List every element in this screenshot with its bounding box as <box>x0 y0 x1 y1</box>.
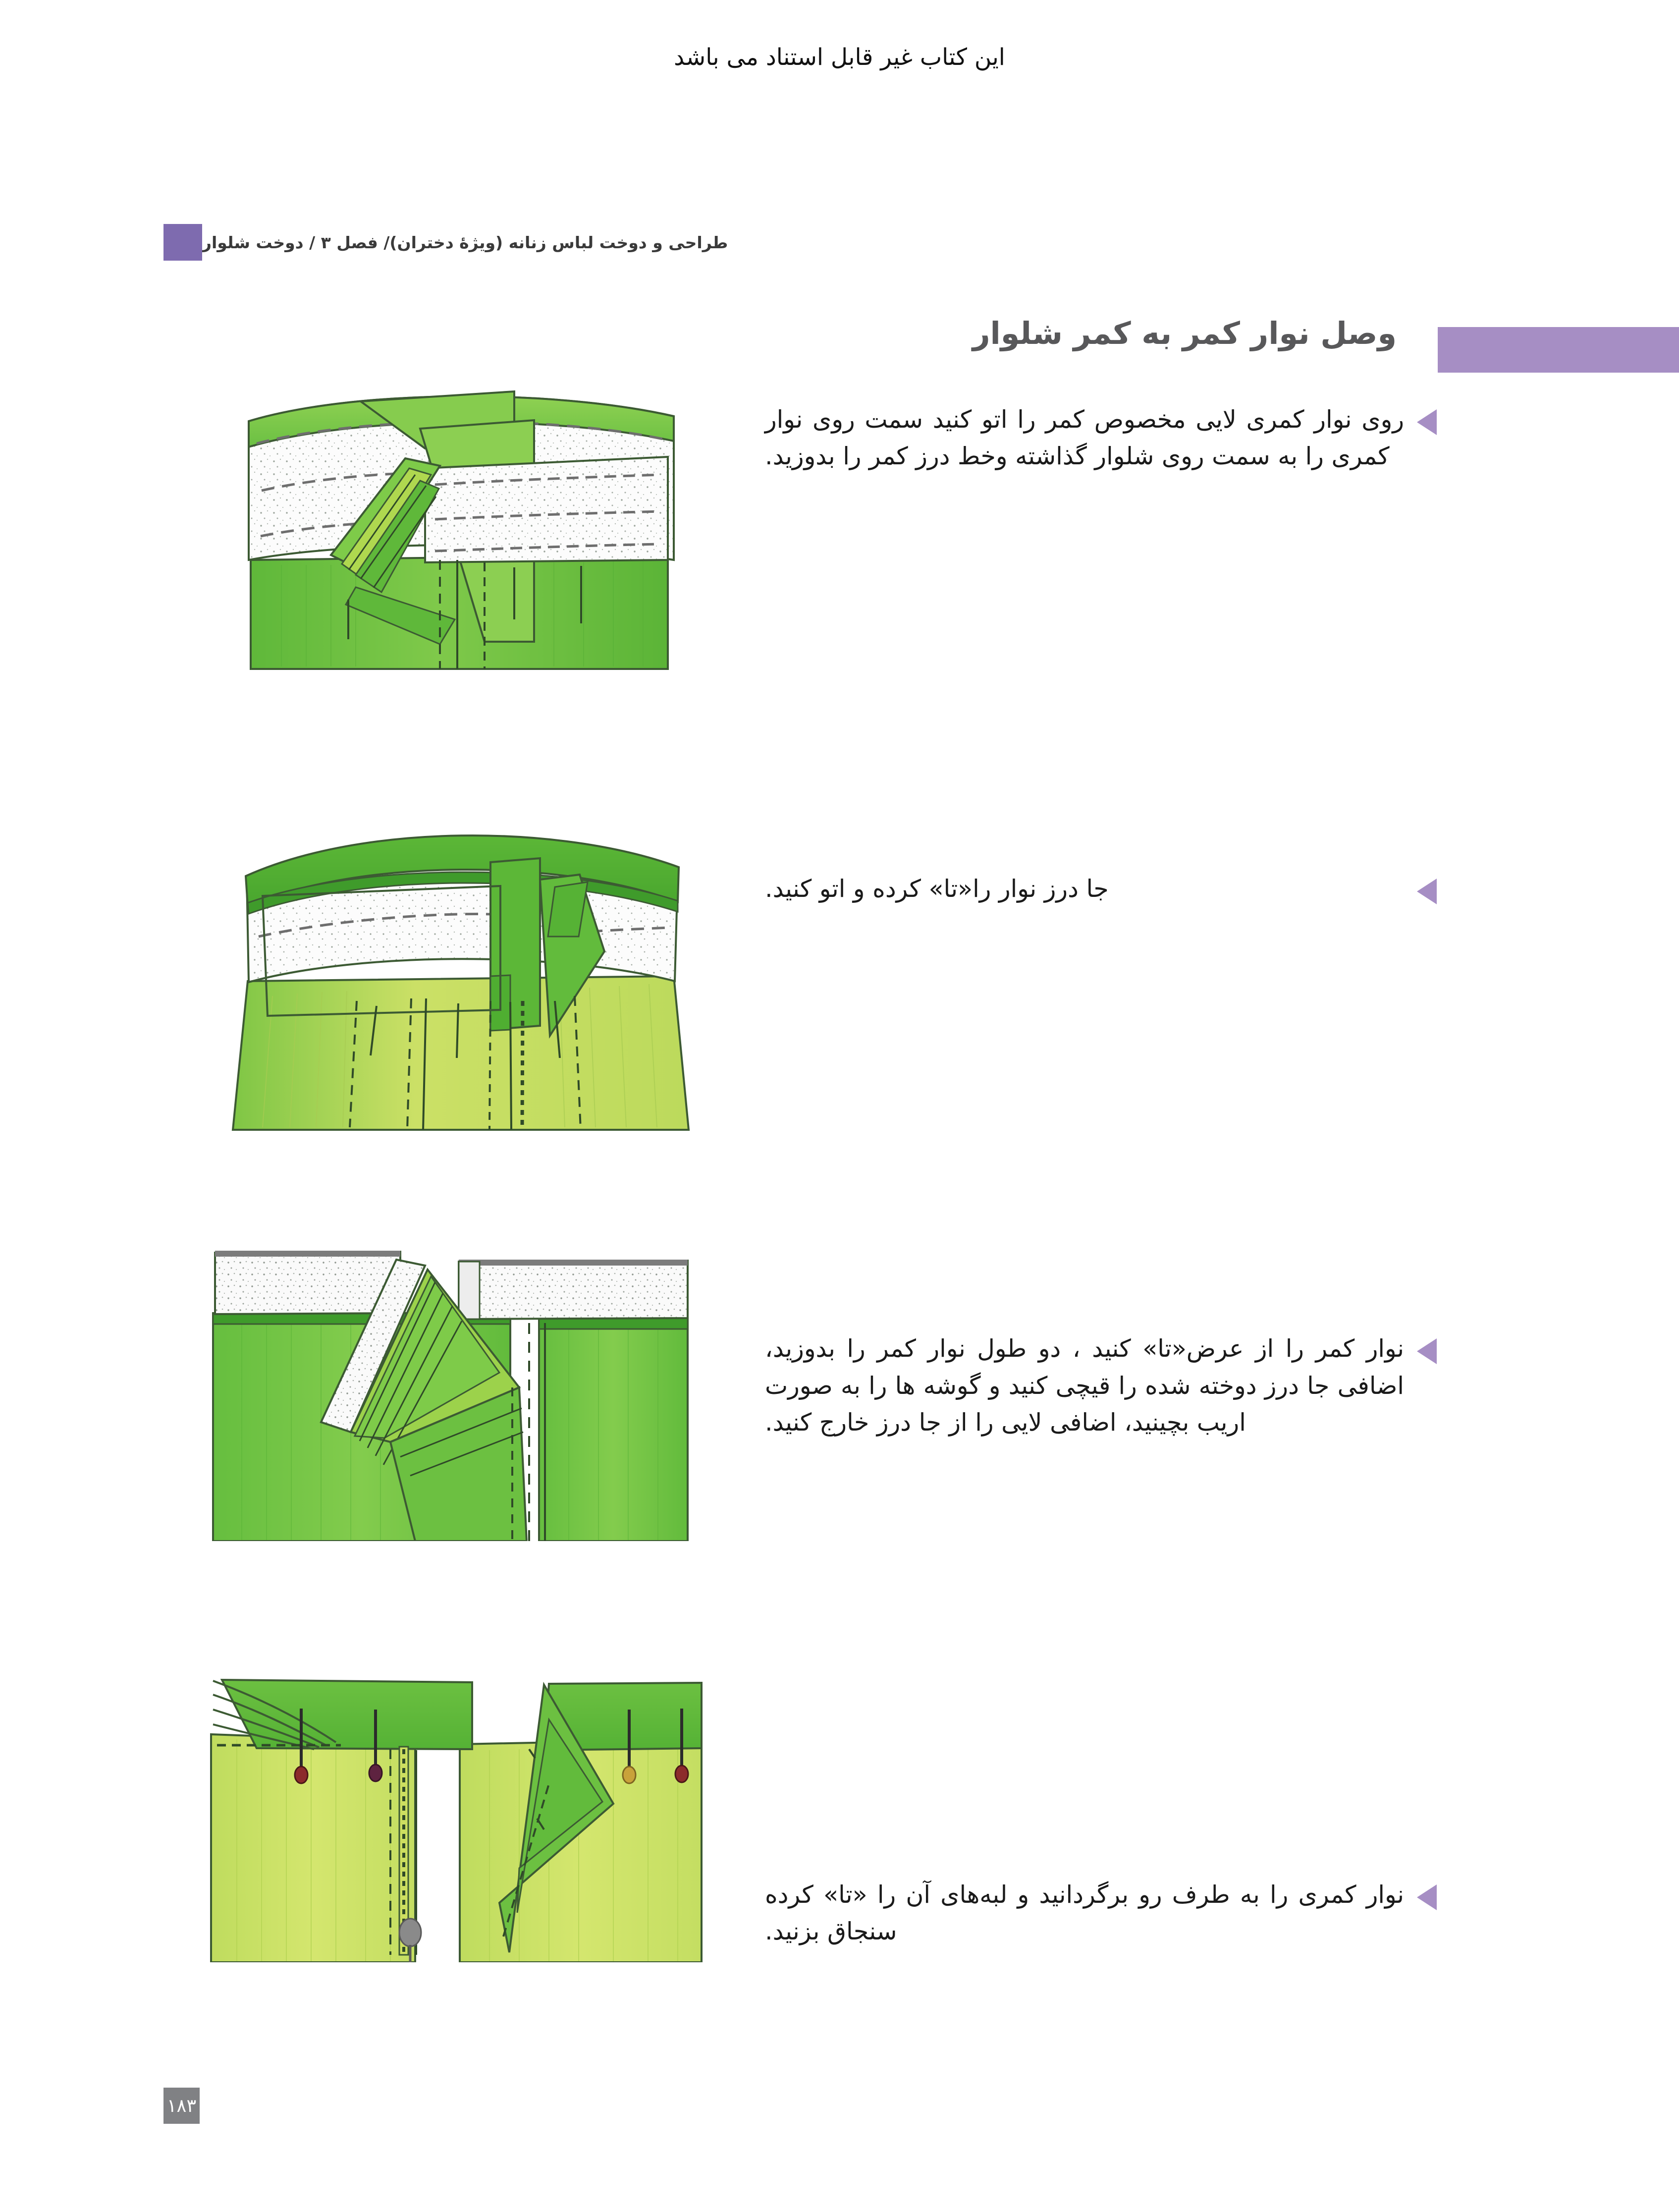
section-accent-bar <box>1438 327 1679 373</box>
triangle-bullet-icon <box>1417 1884 1437 1910</box>
step-4-text: نوار کمری را به طرف رو برگردانید و لبه‌های آن را «تا» کرده سنجاق بزنید. <box>765 1880 1404 1946</box>
running-head-marker-square <box>163 224 202 261</box>
figure-step-4 <box>202 1635 703 1962</box>
running-head-label: طراحی و دوخت لباس زنانه (ویژهٔ دختران)/ فصل ۳ / دوخت شلوار <box>202 232 728 252</box>
triangle-bullet-icon <box>1417 879 1437 904</box>
disclaimer-text: این کتاب غیر قابل استناد می باشد <box>674 44 1005 71</box>
triangle-bullet-icon <box>1417 1338 1437 1364</box>
figure-step-2 <box>213 788 708 1135</box>
step-3-text: نوار کمر را از عرض«تا» کنید ، دو طول نوار کمر را بدوزید، اضافی جا درز دوخته شده را قیچی کنید و گوشه ها را به صورت اریب بچینید، اضافی لایی را از جا درز خارج کنید. <box>765 1334 1404 1437</box>
step-1-paragraph <box>765 401 1404 475</box>
step-4-paragraph <box>765 1877 1404 1950</box>
page-title: وصل نوار کمر به کمر شلوار <box>972 315 1397 351</box>
triangle-bullet-icon <box>1417 409 1437 435</box>
step-3-paragraph <box>765 1330 1404 1441</box>
step-1-text: روی نوار کمری لایی مخصوص کمر را اتو کنید سمت روی نوار کمری را به سمت روی شلوار گذاشته وخط درز کمر را بدوزید. <box>765 405 1404 471</box>
figure-step-3 <box>202 1224 698 1541</box>
page-number-badge <box>163 2088 200 2124</box>
running-head <box>163 224 742 261</box>
page-number-label: ۱۸۳ <box>166 2095 197 2116</box>
figure-step-1 <box>207 342 703 689</box>
step-2-paragraph <box>765 871 1404 907</box>
step-2-text: جا درز نوار را«تا» کرده و اتو کنید. <box>765 874 1109 903</box>
